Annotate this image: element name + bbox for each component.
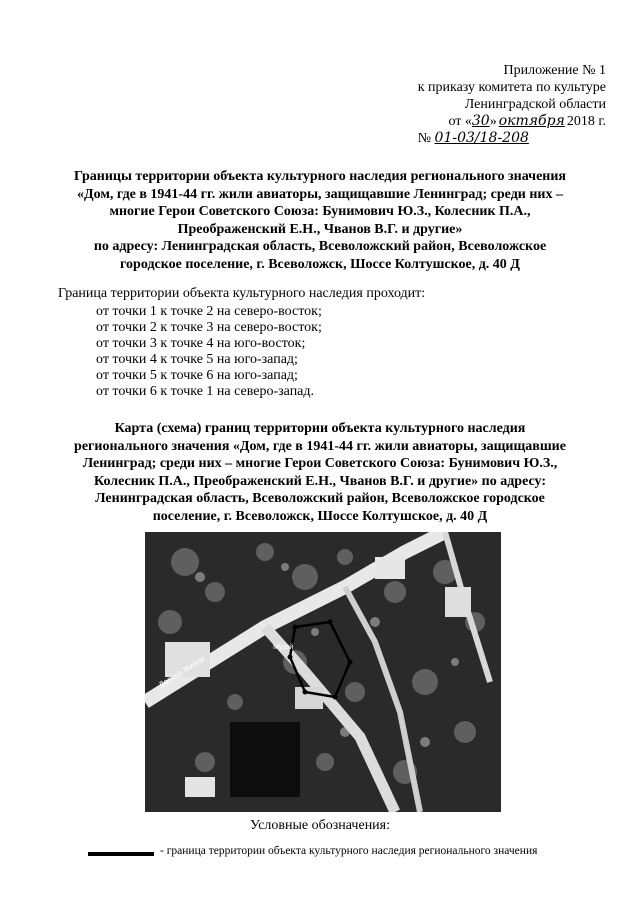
map-image bbox=[145, 532, 501, 812]
appendix-number: Приложение № 1 bbox=[503, 63, 606, 78]
boundary-segment-list bbox=[96, 304, 322, 400]
heading-line: по адресу: Ленинградская область, Всеволожский район, Всеволожское bbox=[93, 239, 547, 254]
date-month-handwritten: октября bbox=[498, 113, 565, 129]
document-heading bbox=[40, 168, 600, 273]
order-number-handwritten: 01-03/18-208 bbox=[434, 130, 529, 146]
legend-title: Условные обозначения: bbox=[249, 818, 391, 833]
heading-line: Границы территории объекта культурного наследия регионального значения bbox=[73, 169, 566, 184]
heading-line: городское поселение, г. Всеволожск, Шоссе Колтушское, д. 40 Д bbox=[120, 256, 520, 272]
boundary-line-symbol bbox=[88, 852, 154, 856]
heading-line: многие Герои Советского Союза: Бунимович Ю.З., Колесник П.А., bbox=[109, 204, 531, 219]
satellite-map bbox=[145, 532, 501, 812]
boundary-intro: Граница территории объекта культурного наследия проходит: bbox=[58, 286, 426, 301]
appendix-order-ref: к приказу комитета по культуре bbox=[417, 80, 606, 95]
map-heading-line: Колесник П.А., Преображенский Е.Н., Чванов В.Г. и другие» по адресу: bbox=[94, 473, 546, 489]
boundary-segment: от точки 1 к точке 2 на северо-восток; bbox=[96, 304, 322, 319]
appendix-block bbox=[418, 62, 606, 147]
appendix-order-number: № 01-03/18-208 bbox=[418, 130, 606, 147]
boundary-segment: от точки 6 к точке 1 на северо-запад. bbox=[96, 384, 315, 399]
map-heading-line: Ленинград; среди них – многие Герои Советского Союза: Бунимович Ю.З., bbox=[82, 456, 558, 471]
heading-line: Преображенский Е.Н., Чванов В.Г. и другие» bbox=[177, 221, 463, 237]
boundary-segment: от точки 2 к точке 3 на северо-восток; bbox=[96, 320, 322, 335]
map-heading-line: Ленинградская область, Всеволожский район, Всеволожское городское bbox=[95, 491, 545, 506]
map-poi-label: Музей bbox=[273, 644, 294, 651]
map-heading-line: Карта (схема) границ территории объекта культурного наследия bbox=[114, 421, 526, 436]
legend-item-label: - граница территории объекта культурного наследия регионального значения bbox=[160, 845, 538, 857]
legend-item bbox=[88, 845, 608, 865]
map-heading bbox=[40, 420, 600, 525]
date-day-handwritten: 30 bbox=[471, 113, 490, 129]
map-road-label: Дорога Жизни bbox=[157, 654, 207, 690]
appendix-region: Ленинградской области bbox=[464, 97, 606, 112]
boundary-segment: от точки 5 к точке 6 на юго-запад; bbox=[96, 368, 298, 383]
boundary-segment: от точки 3 к точке 4 на юго-восток; bbox=[96, 336, 306, 351]
boundary-segment: от точки 4 к точке 5 на юго-запад; bbox=[96, 352, 298, 367]
heading-line: «Дом, где в 1941-44 гг. жили авиаторы, защищавшие Ленинград; среди них – bbox=[77, 186, 563, 202]
map-heading-line: поселение, г. Всеволожск, Шоссе Колтушское, д. 40 Д bbox=[152, 508, 488, 524]
appendix-date: от «30» октября 2018 г. bbox=[448, 113, 606, 129]
map-heading-line: регионального значения «Дом, где в 1941-44 гг. жили авиаторы, защищавшие bbox=[74, 438, 566, 454]
